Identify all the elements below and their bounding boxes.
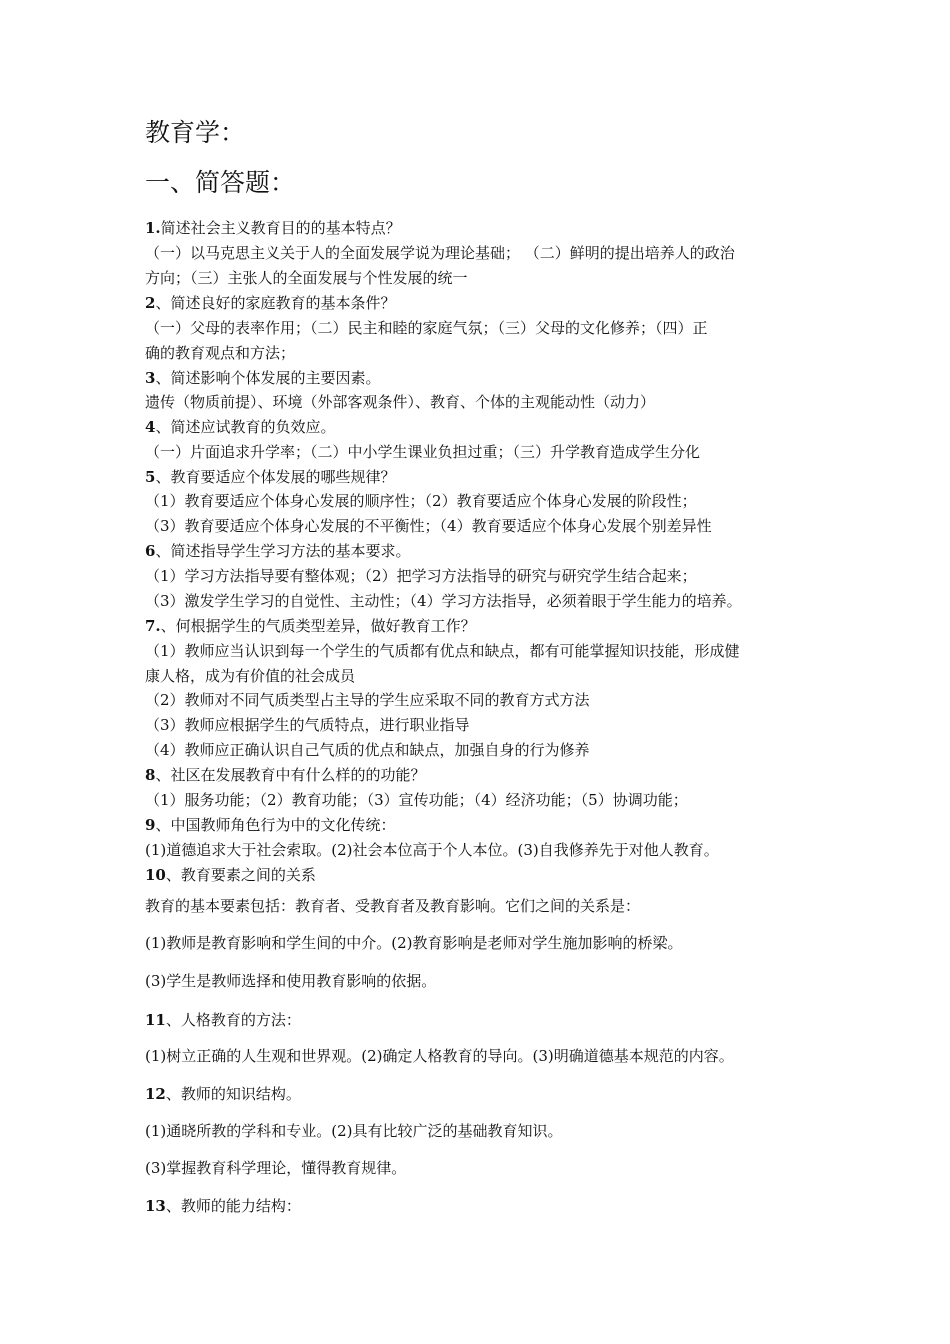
answer-line: (1)树立正确的人生观和世界观。(2)确定人格教育的导向。(3)明确道德基本规范的内容。 [145,1047,734,1065]
question-text: 、教育要适应个体发展的哪些规律？ [155,468,396,486]
question-number: 6 [145,542,156,560]
question-3 [145,368,380,388]
question-number: 3 [145,369,156,387]
question-text: 、教育要素之间的关系 [165,866,316,884]
question-text: 简述社会主义教育目的的基本特点？ [160,219,401,237]
answer-line: （4）教师应正确认识自己气质的优点和缺点，加强自身的行为修养 [145,741,590,759]
question-9 [145,815,395,835]
question-1 [145,218,401,238]
question-text: 、教师的能力结构： [165,1197,301,1215]
answer-line: 教育的基本要素包括：教育者、受教育者及教育影响。它们之间的关系是： [145,897,641,915]
answer-line: （1）教师应当认识到每一个学生的气质都有优点和缺点，都有可能掌握知识技能，形成健 [145,642,740,660]
question-text: 、中国教师角色行为中的文化传统： [155,816,396,834]
question-2 [145,293,395,313]
answer-line: (3)学生是教师选择和使用教育影响的依据。 [145,972,437,990]
question-5 [145,467,395,487]
question-number: 9 [145,816,156,834]
question-number: 10 [145,866,166,884]
answer-line: 遗传（物质前提）、环境（外部客观条件）、教育、个体的主观能动性（动力） [145,393,656,411]
answer-line: （3）教师应根据学生的气质特点，进行职业指导 [145,716,470,734]
answer-line: （一）以马克思主义关于人的全面发展学说为理论基础； （二）鲜明的提出培养人的政治 [145,244,735,262]
answer-line: （一）片面追求升学率；（二）中小学生课业负担过重；（三）升学教育造成学生分化 [145,443,701,461]
answer-line: (1)通晓所教的学科和专业。(2)具有比较广泛的基础教育知识。 [145,1122,563,1140]
question-number: 7. [145,617,161,635]
question-13 [145,1196,301,1216]
question-text: 、简述影响个体发展的主要因素。 [155,369,381,387]
question-12 [145,1084,301,1104]
answer-line: （1）学习方法指导要有整体观；（2）把学习方法指导的研究与研究学生结合起来； [145,567,697,585]
question-number: 12 [145,1085,166,1103]
question-number: 13 [145,1197,166,1215]
question-text: 、人格教育的方法： [165,1011,301,1029]
answer-line: （3）教育要适应个体身心发展的不平衡性；（4）教育要适应个体身心发展个别差异性 [145,517,712,535]
question-text: 、简述指导学生学习方法的基本要求。 [155,542,411,560]
question-text: 、何根据学生的气质类型差异，做好教育工作？ [160,617,476,635]
question-number: 4 [145,418,156,436]
answer-line: 康人格，成为有价值的社会成员 [145,667,356,685]
answer-line: (1)教师是教育影响和学生间的中介。(2)教育影响是老师对学生施加影响的桥梁。 [145,934,683,952]
question-10 [145,865,316,885]
document-title: 教育学： [145,118,246,147]
question-4 [145,417,335,437]
question-text: 、教师的知识结构。 [165,1085,301,1103]
question-8 [145,765,425,785]
question-number: 2 [145,294,156,312]
answer-line: (1)道德追求大于社会索取。(2)社会本位高于个人本位。(3)自我修养先于对他人教育。 [145,841,719,859]
answer-line: (3)掌握教育科学理论，懂得教育规律。 [145,1159,407,1177]
question-number: 11 [145,1011,166,1029]
question-number: 1. [145,219,161,237]
question-7 [145,616,476,636]
question-text: 、简述应试教育的负效应。 [155,418,336,436]
question-text: 、简述良好的家庭教育的基本条件？ [155,294,396,312]
answer-line: （3）激发学生学习的自觉性、主动性；（4）学习方法指导，必须着眼于学生能力的培养。 [145,592,742,610]
question-11 [145,1010,301,1030]
section-heading: 一、简答题： [145,168,296,197]
question-6 [145,541,410,561]
answer-line: 确的教育观点和方法； [145,344,296,362]
answer-line: （一）父母的表率作用；（二）民主和睦的家庭气氛；（三）父母的文化修养；（四）正 [145,319,708,337]
question-number: 8 [145,766,156,784]
answer-line: 方向；（三）主张人的全面发展与个性发展的统一 [145,269,468,287]
answer-line: （2）教师对不同气质类型占主导的学生应采取不同的教育方式方法 [145,691,590,709]
question-number: 5 [145,468,156,486]
answer-line: （1）教育要适应个体身心发展的顺序性；（2）教育要适应个体身心发展的阶段性； [145,492,697,510]
question-text: 、社区在发展教育中有什么样的的功能？ [155,766,426,784]
answer-line: （1）服务功能；（2）教育功能；（3）宣传功能；（4）经济功能；（5）协调功能； [145,791,688,809]
